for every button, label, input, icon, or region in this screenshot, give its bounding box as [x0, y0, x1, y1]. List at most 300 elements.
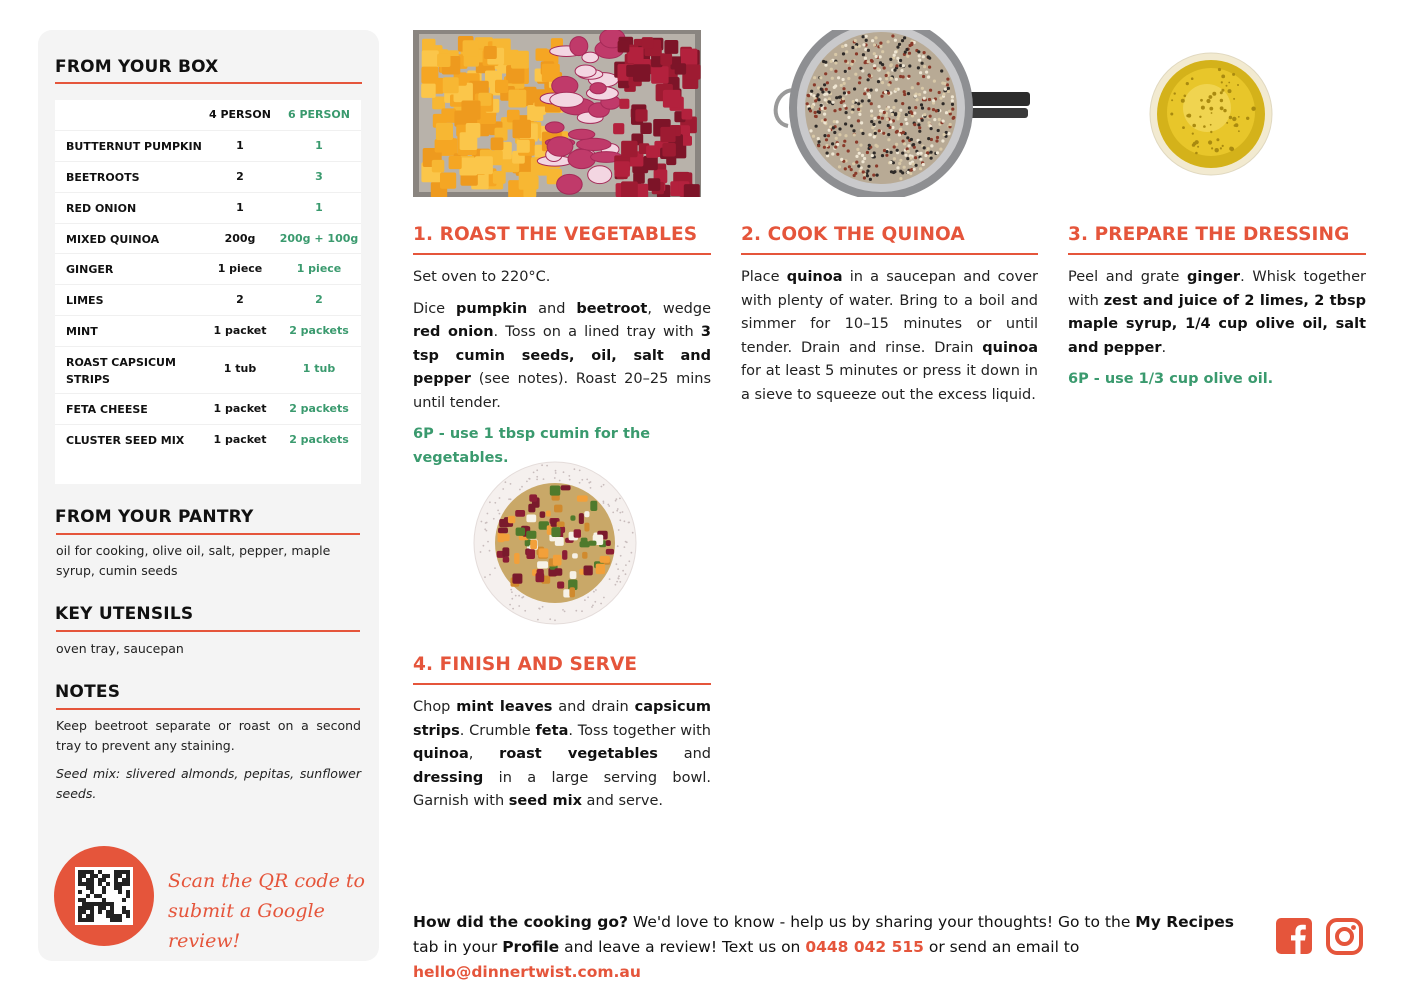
quinoa-grain: [892, 171, 895, 174]
ingredient-name: LIMES: [66, 294, 104, 307]
plate-dot: [617, 545, 619, 547]
quinoa-grain: [921, 119, 924, 122]
quinoa-grain: [878, 105, 881, 108]
salad-piece: [550, 486, 561, 496]
quinoa-grain: [890, 77, 893, 80]
pumpkin-cube: [436, 123, 453, 140]
beetroot-cube: [646, 145, 659, 158]
ingredient-name: ROAST CAPSICUM STRIPS: [66, 356, 176, 386]
pumpkin-cube: [422, 50, 439, 67]
beetroot-cube: [663, 90, 681, 108]
quinoa-grain: [891, 126, 894, 129]
quinoa-grain: [832, 126, 835, 129]
quinoa-grain: [847, 91, 850, 94]
plate-dot: [591, 606, 593, 608]
quinoa-grain: [871, 126, 874, 129]
zest-speck: [1186, 82, 1189, 85]
beetroot-cube: [640, 123, 652, 135]
plate-dot: [554, 619, 556, 621]
beetroot-cube: [621, 141, 638, 158]
quinoa-grain: [946, 78, 949, 81]
quinoa-grain: [817, 144, 820, 147]
quinoa-grain: [899, 177, 902, 180]
quinoa-grain: [853, 174, 856, 177]
quinoa-grain: [817, 110, 820, 113]
quinoa-grain: [853, 133, 856, 136]
pumpkin-cube: [440, 173, 456, 189]
salad-piece: [529, 494, 537, 501]
plate-dot: [499, 513, 501, 515]
plate-dot: [607, 504, 609, 506]
quinoa-grain: [820, 88, 823, 91]
quinoa-grain: [904, 118, 907, 121]
quinoa-grain: [831, 77, 834, 80]
zest-speck: [1235, 123, 1239, 127]
qr-module: [126, 918, 130, 922]
quinoa-grain: [903, 142, 906, 145]
utensils-heading: KEY UTENSILS: [55, 604, 194, 624]
table-row: [55, 285, 361, 316]
salad-piece: [502, 547, 509, 557]
quinoa-grain: [935, 139, 938, 142]
plate-dot: [510, 483, 512, 485]
step-3-instructions: Peel and grate ginger. Whisk together with zest and juice of 2 limes, 2 tbsp maple syrup, 1/4 cup olive oil, salt and pepper.: [1068, 269, 1366, 356]
quinoa-grain: [831, 142, 834, 145]
salad-piece: [574, 529, 581, 538]
quinoa-grain: [847, 77, 850, 80]
quinoa-grain: [906, 55, 909, 58]
quinoa-grain: [858, 113, 861, 116]
onion-wedge: [577, 138, 611, 150]
plate-dot: [625, 564, 627, 566]
quinoa-grain: [873, 135, 876, 138]
quinoa-grain: [811, 105, 814, 108]
ingredient-name: MIXED QUINOA: [66, 233, 160, 246]
quinoa-grain: [927, 107, 930, 110]
quinoa-grain: [903, 93, 906, 96]
zest-speck: [1203, 125, 1206, 128]
table-row: [55, 316, 361, 347]
quinoa-grain: [930, 127, 933, 130]
quinoa-grain: [929, 89, 932, 92]
plate-dot: [624, 520, 626, 522]
quinoa-grain: [854, 45, 857, 48]
quinoa-grain: [943, 133, 946, 136]
quinoa-grain: [813, 83, 816, 86]
quinoa-grain: [873, 151, 876, 154]
quinoa-grain: [898, 43, 901, 46]
pumpkin-cube: [508, 90, 526, 108]
onion-wedge: [590, 83, 606, 94]
beetroot-cube: [685, 64, 700, 79]
phone-link[interactable]: 0448 042 515: [805, 938, 924, 956]
zest-speck: [1184, 95, 1187, 98]
quinoa-grain: [823, 134, 826, 137]
quinoa-grain: [899, 159, 902, 162]
quinoa-grain: [894, 39, 897, 42]
plate-dot: [489, 501, 491, 503]
quinoa-grain: [855, 161, 858, 164]
quinoa-grain: [859, 144, 862, 147]
quinoa-grain: [870, 89, 873, 92]
quinoa-grain: [868, 144, 871, 147]
quinoa-grain: [836, 143, 839, 146]
plate-dot: [542, 606, 544, 608]
quinoa-grain: [844, 70, 847, 73]
zest-speck: [1201, 106, 1205, 110]
quinoa-grain: [867, 60, 870, 63]
dressing-bowl-photo: [1149, 52, 1273, 176]
qty-4: 1: [236, 201, 244, 214]
quinoa-grain: [834, 53, 837, 56]
step-3-body: [1068, 266, 1366, 400]
plate-dot: [616, 563, 618, 565]
quinoa-grain: [940, 69, 943, 72]
quinoa-grain: [862, 43, 865, 46]
quinoa-grain: [879, 61, 882, 64]
plate-dot: [616, 581, 618, 583]
quinoa-grain: [938, 118, 941, 121]
onion-wedge: [557, 174, 583, 194]
zest-speck: [1192, 133, 1194, 135]
plate-dot: [592, 605, 594, 607]
quinoa-grain: [894, 88, 897, 91]
salad-piece: [600, 556, 610, 563]
quinoa-grain: [900, 69, 903, 72]
salad-piece: [561, 485, 571, 490]
quinoa-grain: [913, 146, 916, 149]
pumpkin-cube: [421, 83, 436, 98]
quinoa-grain: [825, 92, 828, 95]
plate-dot: [487, 513, 489, 515]
quinoa-grain: [921, 87, 924, 90]
zest-speck: [1212, 92, 1216, 96]
quinoa-grain: [885, 77, 888, 80]
quinoa-grain: [913, 123, 916, 126]
quinoa-grain: [823, 113, 826, 116]
plate-dot: [494, 502, 496, 504]
zest-speck: [1174, 92, 1176, 94]
quinoa-grain: [929, 115, 932, 118]
quinoa-grain: [942, 120, 945, 123]
review-footer: How did the cooking go? We'd love to know - help us by sharing your thoughts! Go to the My Recipes tab in your Profile and leave a review! Text us on 0448 042 515 or send an email to hello@dinnertwist.com.au: [413, 913, 1234, 981]
plate-dot: [603, 484, 605, 486]
quinoa-grain: [826, 81, 829, 84]
zest-speck: [1233, 98, 1235, 100]
qr-code-icon[interactable]: [75, 867, 133, 925]
quinoa-grain: [838, 165, 841, 168]
quinoa-grain: [851, 46, 854, 49]
plate-dot: [622, 511, 624, 513]
quinoa-grain: [873, 117, 876, 120]
plate-dot: [481, 521, 483, 523]
quinoa-grain: [919, 71, 922, 74]
zest-speck: [1195, 152, 1198, 155]
step-1-6p-note: 6P - use 1 tbsp cumin for the vegetables.: [413, 426, 651, 466]
quinoa-grain: [910, 42, 913, 45]
plate-dot: [484, 576, 486, 578]
quinoa-grain: [917, 119, 920, 122]
quinoa-grain: [854, 73, 857, 76]
quinoa-grain: [836, 120, 839, 123]
quinoa-grain: [923, 65, 926, 68]
quinoa-grain: [915, 164, 918, 167]
beetroot-cube: [675, 63, 686, 74]
plate-dot: [601, 486, 603, 488]
quinoa-grain: [806, 102, 809, 105]
quinoa-grain: [877, 80, 880, 83]
profile-link[interactable]: Profile: [502, 938, 560, 956]
plate-dot: [483, 545, 485, 547]
salad-piece: [526, 549, 535, 559]
quinoa-grain: [893, 69, 896, 72]
quinoa-grain: [855, 99, 858, 102]
salad-piece: [557, 582, 564, 589]
zest-speck: [1197, 146, 1199, 148]
plate-dot: [581, 479, 583, 481]
step-1-instructions: Dice pumpkin and beetroot, wedge red onion. Toss on a lined tray with 3 tsp cumin seeds, oil, salt and pepper (see notes). Roast 20–25 mins until tender.: [413, 300, 712, 411]
qty-4: 200g: [224, 232, 256, 245]
quinoa-grain: [825, 88, 828, 91]
quinoa-grain: [842, 87, 845, 90]
quinoa-grain: [903, 36, 906, 39]
zest-speck: [1223, 109, 1226, 112]
quinoa-grain: [881, 117, 884, 120]
table-header: [55, 100, 361, 131]
salad-piece: [584, 511, 589, 517]
quinoa-grain: [883, 149, 886, 152]
quinoa-grain: [843, 91, 846, 94]
quinoa-grain: [927, 137, 930, 140]
quinoa-grain: [896, 166, 899, 169]
plate-dot: [622, 570, 624, 572]
salad-piece: [579, 513, 584, 524]
quinoa-grain: [881, 81, 884, 84]
qty-4: 1: [236, 139, 244, 152]
my-recipes-link[interactable]: My Recipes: [1135, 913, 1234, 931]
zest-speck: [1209, 107, 1213, 111]
beetroot-cube: [651, 66, 669, 84]
table-row: [55, 131, 361, 162]
onion-wedge: [550, 92, 584, 107]
step-1-title: 1. ROAST THE VEGETABLES: [413, 224, 698, 245]
quinoa-grain: [848, 165, 851, 168]
salad-piece: [512, 574, 522, 584]
quinoa-grain: [927, 147, 930, 150]
zest-speck: [1232, 73, 1235, 76]
quinoa-grain: [827, 134, 830, 137]
step-2-instructions: Place quinoa in a saucepan and cover with plenty of water. Bring to a boil and simmer for 10–15 minutes or until tender. Drain and rinse. Drain quinoa for at least 5 minutes or press it down in a sieve to squeeze out the excess liquid.: [741, 269, 1038, 403]
quinoa-grain: [923, 146, 926, 149]
quinoa-grain: [899, 109, 902, 112]
email-link[interactable]: hello@dinnertwist.com.au: [413, 963, 641, 981]
quinoa-grain: [928, 57, 931, 60]
plate-dot: [489, 574, 491, 576]
pumpkin-cube: [460, 132, 478, 150]
quinoa-grain: [868, 96, 871, 99]
quinoa-grain: [858, 76, 861, 79]
quinoa-grain: [877, 67, 880, 70]
plate-dot: [569, 479, 571, 481]
zest-speck: [1171, 99, 1173, 101]
quinoa-grain: [857, 108, 860, 111]
quinoa-grain: [828, 97, 831, 100]
pumpkin-cube: [495, 80, 508, 93]
quinoa-grain: [830, 60, 833, 63]
quinoa-grain: [896, 46, 899, 49]
pumpkin-cube: [461, 101, 480, 120]
quinoa-grain: [895, 78, 898, 81]
plate-dot: [615, 500, 617, 502]
quinoa-grain: [891, 113, 894, 116]
beetroot-cube: [662, 143, 676, 157]
quinoa-grain: [901, 102, 904, 105]
pumpkin-cube: [517, 140, 530, 153]
qty-4: 1 piece: [217, 262, 263, 275]
zest-speck: [1210, 124, 1212, 126]
quinoa-grain: [837, 76, 840, 79]
salad-piece: [577, 495, 588, 501]
plate-dot: [497, 510, 499, 512]
plate-dot: [543, 478, 545, 480]
header-6-person: 6 PERSON: [287, 108, 350, 121]
quinoa-grain: [865, 39, 868, 42]
qty-6: 200g + 100g: [279, 232, 359, 245]
plate-dot: [624, 546, 626, 548]
quinoa-grain: [929, 124, 932, 127]
roast-vegetables-photo: [413, 30, 701, 197]
plate-dot: [485, 522, 487, 524]
quinoa-grain: [842, 97, 845, 100]
quinoa-grain: [844, 122, 847, 125]
quinoa-grain: [872, 174, 875, 177]
quinoa-grain: [809, 109, 812, 112]
plate-dot: [521, 597, 523, 599]
qty-4: 2: [236, 170, 244, 183]
salad-piece: [570, 571, 577, 579]
quinoa-grain: [878, 121, 881, 124]
quinoa-grain: [947, 132, 950, 135]
quinoa-grain: [867, 49, 870, 52]
salad-piece: [536, 573, 545, 582]
plate-dot: [512, 608, 514, 610]
step-4-body: [413, 696, 711, 822]
ingredient-name: BUTTERNUT PUMPKIN: [66, 140, 202, 153]
plate-dot: [519, 489, 521, 491]
zest-speck: [1226, 85, 1228, 87]
quinoa-grain: [859, 67, 862, 70]
plate-dot: [515, 595, 517, 597]
quinoa-grain: [883, 111, 886, 114]
pantry-text: oil for cooking, olive oil, salt, pepper, maple syrup, cumin seeds: [56, 543, 331, 578]
plate-dot: [509, 604, 511, 606]
quinoa-grain: [872, 123, 875, 126]
zest-speck: [1229, 147, 1233, 151]
zest-speck: [1220, 99, 1223, 102]
quinoa-grain: [894, 113, 897, 116]
quinoa-grain: [921, 107, 924, 110]
plate-dot: [518, 595, 520, 597]
quinoa-grain: [871, 39, 874, 42]
plate-dot: [600, 603, 602, 605]
beetroot-cube: [660, 53, 672, 65]
zest-speck: [1220, 106, 1224, 110]
quinoa-grain: [861, 154, 864, 157]
quinoa-grain: [814, 99, 817, 102]
salad-piece: [516, 528, 525, 536]
quinoa-grain: [943, 82, 946, 85]
plate-dot: [593, 591, 595, 593]
zest-speck: [1220, 91, 1223, 94]
quinoa-grain: [907, 144, 910, 147]
pumpkin-cube: [493, 171, 506, 184]
quinoa-grain: [887, 133, 890, 136]
qr-caption: [168, 866, 379, 956]
quinoa-grain: [844, 167, 847, 170]
zest-speck: [1220, 147, 1222, 149]
quinoa-grain: [870, 109, 873, 112]
quinoa-grain: [914, 156, 917, 159]
quinoa-grain: [906, 157, 909, 160]
plate-dot: [631, 552, 633, 554]
quinoa-grain: [870, 120, 873, 123]
quinoa-grain: [937, 129, 940, 132]
quinoa-grain: [843, 82, 846, 85]
quinoa-grain: [938, 91, 941, 94]
zest-speck: [1191, 77, 1194, 80]
quinoa-grain: [869, 133, 872, 136]
quinoa-grain: [814, 111, 817, 114]
zest-speck: [1221, 81, 1223, 83]
zest-speck: [1226, 122, 1228, 124]
plate-dot: [562, 609, 564, 611]
plate-dot: [619, 519, 621, 521]
plate-dot: [603, 502, 605, 504]
quinoa-grain: [939, 97, 942, 100]
quinoa-grain: [848, 67, 851, 70]
quinoa-grain: [845, 50, 848, 53]
quinoa-grain: [843, 140, 846, 143]
quinoa-grain: [932, 108, 935, 111]
facebook-icon[interactable]: [1276, 918, 1312, 954]
quinoa-grain: [922, 163, 925, 166]
instagram-icon[interactable]: [1326, 918, 1363, 955]
qty-4: 1 packet: [213, 433, 267, 446]
quinoa-grain: [918, 141, 921, 144]
plate-dot: [590, 487, 592, 489]
plate-dot: [618, 575, 620, 577]
quinoa-grain: [923, 91, 926, 94]
notes-heading: NOTES: [55, 682, 121, 702]
quinoa-grain: [824, 98, 827, 101]
plate-dot: [628, 560, 630, 562]
quinoa-grain: [890, 109, 893, 112]
quinoa-grain: [867, 93, 870, 96]
quinoa-grain: [951, 103, 954, 106]
quinoa-grain: [818, 140, 821, 143]
quinoa-grain: [912, 163, 915, 166]
salad-piece: [503, 557, 510, 563]
quinoa-saucepan-photo: [766, 30, 1030, 197]
quinoa-grain: [817, 98, 820, 101]
beetroot-cube: [621, 181, 638, 197]
quinoa-grain: [821, 107, 824, 110]
plate-dot: [584, 599, 586, 601]
onion-wedge: [575, 65, 596, 77]
quinoa-grain: [838, 127, 841, 130]
quinoa-grain: [902, 64, 905, 67]
quinoa-grain: [884, 91, 887, 94]
